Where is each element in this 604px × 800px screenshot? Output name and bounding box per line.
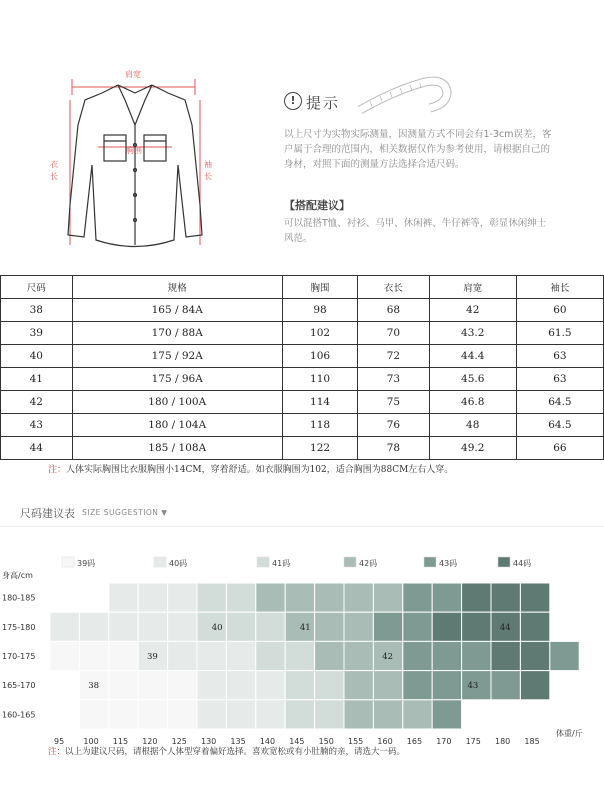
suggestion-title: 尺码建议表 — [20, 507, 75, 520]
cell: 78 — [358, 437, 430, 460]
sleeve-label-2: 长 — [204, 172, 212, 181]
grid-cell — [168, 583, 197, 612]
grid-cell — [109, 612, 138, 641]
cell: 175 / 92A — [72, 345, 282, 368]
grid-cell — [168, 612, 197, 641]
cell-label: 41 — [299, 622, 311, 633]
legend-swatch — [154, 557, 166, 567]
shirt-outline — [68, 85, 202, 247]
size-suggestion-grid — [0, 545, 604, 746]
height-labels — [2, 594, 35, 720]
weight-label: 155 — [348, 737, 364, 746]
cell: 46.8 — [429, 391, 516, 414]
cell: 42 — [1, 391, 73, 414]
cell: 44 — [1, 437, 73, 460]
grid-cell — [285, 641, 314, 670]
cell: 110 — [282, 368, 357, 391]
grid-cell — [197, 641, 226, 670]
legend-label: 41码 — [272, 559, 291, 568]
grid-cell — [432, 641, 461, 670]
table-row — [1, 299, 604, 322]
grid-cell — [315, 641, 344, 670]
grid-cell — [256, 700, 285, 729]
cell: 66 — [516, 437, 603, 460]
size-table-header — [1, 276, 604, 299]
grid-cell — [373, 700, 402, 729]
legend-label: 40码 — [169, 559, 188, 568]
cell: 64.5 — [516, 414, 603, 437]
grid-cell — [168, 700, 197, 729]
grid-cell — [109, 700, 138, 729]
header-shoulder: 肩宽 — [429, 276, 516, 299]
size-table-note — [48, 462, 453, 475]
cell: 175 / 96A — [72, 368, 282, 391]
cell: 49.2 — [429, 437, 516, 460]
grid-cell — [226, 583, 255, 612]
table-row — [1, 391, 604, 414]
legend-label: 43码 — [439, 559, 458, 568]
cell: 72 — [358, 345, 430, 368]
grid-cell — [197, 671, 226, 700]
shirt-measurement-diagram — [40, 55, 230, 265]
grid-cell — [403, 641, 432, 670]
cell: 44.4 — [429, 345, 516, 368]
cell: 48 — [429, 414, 516, 437]
cell: 60 — [516, 299, 603, 322]
cell: 114 — [282, 391, 357, 414]
length-label-1: 衣 — [50, 160, 58, 169]
cell-label: 38 — [88, 681, 100, 692]
grid-cell — [197, 700, 226, 729]
legend — [62, 557, 531, 568]
cell: 102 — [282, 322, 357, 345]
grid-cell — [344, 700, 373, 729]
cell-label: 44 — [499, 622, 511, 633]
grid-cell — [226, 612, 255, 641]
weight-label: 145 — [289, 737, 305, 746]
grid-cell — [168, 641, 197, 670]
grid-cell — [138, 700, 167, 729]
weight-label: 165 — [406, 737, 423, 746]
grid-cell — [432, 583, 461, 612]
grid-cell — [79, 700, 108, 729]
grid-cell — [344, 671, 373, 700]
grid-cell — [109, 583, 138, 612]
grid-cell — [315, 700, 344, 729]
weight-label: 160 — [377, 737, 393, 746]
grid-cell — [373, 671, 402, 700]
cell: 43.2 — [429, 322, 516, 345]
grid-cell — [403, 671, 432, 700]
shoulder-label: 肩宽 — [125, 70, 141, 79]
cell-label: 42 — [382, 652, 394, 662]
height-label: 175-180 — [2, 622, 36, 632]
legend-swatch — [344, 557, 356, 567]
grid-cell — [79, 612, 108, 641]
cell: 180 / 100A — [72, 391, 282, 414]
grid-cell — [285, 583, 314, 612]
grid-cell — [138, 671, 167, 700]
cell: 98 — [282, 299, 357, 322]
exclamation-icon: ! — [284, 92, 302, 110]
grid-cell — [168, 671, 197, 700]
cell: 68 — [358, 299, 430, 322]
table-row — [1, 322, 604, 345]
cell: 39 — [1, 322, 73, 345]
weight-label: 125 — [171, 737, 187, 746]
x-axis-title: 体重/斤 — [556, 729, 583, 738]
legend-label: 42码 — [359, 559, 378, 568]
cell: 106 — [282, 345, 357, 368]
grid-cell — [432, 671, 461, 700]
weight-label: 185 — [524, 737, 540, 746]
table-row — [1, 414, 604, 437]
note-text: 人体实际胸围比衣服胸围小14CM，穿着舒适。如衣服胸围为102，适合胸围为88CM左右人穿。 — [66, 465, 454, 475]
grid-cell — [520, 612, 549, 641]
note-prefix: 注： — [48, 747, 66, 757]
tips-title: 提示 — [306, 94, 341, 112]
grid-cell — [344, 641, 373, 670]
header-chest: 胸围 — [282, 276, 357, 299]
grid-cell — [256, 583, 285, 612]
suggestion-note — [48, 745, 405, 757]
cell: 122 — [282, 437, 357, 460]
cell: 76 — [358, 414, 430, 437]
grid-cell — [344, 583, 373, 612]
tips-body: 以上尺寸为实物实际测量，因测量方式不同会有1-3cm误差，客户属于合理的范围内，相关数据仅作为参考使用，请根据自己的身材，对照下面的测量方法选择合适尺码。 — [284, 129, 552, 170]
match-title: 【搭配建议】 — [284, 199, 350, 212]
cell: 63 — [516, 345, 603, 368]
legend-swatch — [498, 557, 510, 567]
cell: 43 — [1, 414, 73, 437]
cell: 180 / 104A — [72, 414, 282, 437]
divider — [0, 526, 604, 527]
grid-cell — [50, 612, 79, 641]
grid-cell — [373, 612, 402, 641]
length-label-2: 长 — [50, 172, 58, 181]
grid-cell — [256, 612, 285, 641]
header-spec: 规格 — [72, 276, 282, 299]
height-label: 165-170 — [2, 681, 36, 691]
suggestion-subtitle: SIZE SUGGESTION ▼ — [82, 508, 168, 517]
grid-cell — [226, 671, 255, 700]
grid-cell — [462, 583, 491, 612]
grid-cell — [432, 700, 461, 729]
grid-cell — [520, 641, 549, 670]
grid-cell — [256, 671, 285, 700]
grid-cell — [138, 583, 167, 612]
grid-cell — [403, 700, 432, 729]
grid-cell — [315, 612, 344, 641]
legend-label: 44码 — [513, 559, 532, 568]
weight-label: 100 — [83, 737, 99, 746]
grid-cell — [491, 641, 520, 670]
cell: 45.6 — [429, 368, 516, 391]
cell: 165 / 84A — [72, 299, 282, 322]
legend-swatch — [257, 557, 269, 567]
weight-label: 120 — [142, 737, 158, 746]
weight-label: 150 — [318, 737, 334, 746]
table-row — [1, 368, 604, 391]
grid-cell — [226, 700, 255, 729]
grid-cell — [285, 671, 314, 700]
cell: 75 — [358, 391, 430, 414]
grid-cell — [462, 612, 491, 641]
grid-cell — [226, 641, 255, 670]
header-length: 衣长 — [358, 276, 430, 299]
cell: 64.5 — [516, 391, 603, 414]
legend-label: 39码 — [77, 559, 96, 568]
grid-cell — [491, 583, 520, 612]
weight-label: 95 — [54, 737, 65, 746]
height-label: 180-185 — [2, 593, 36, 603]
cell: 73 — [358, 368, 430, 391]
weight-label: 115 — [112, 737, 129, 746]
sleeve-label-1: 袖 — [204, 160, 212, 169]
cell: 41 — [1, 368, 73, 391]
weight-label: 140 — [259, 737, 276, 746]
legend-swatch — [62, 557, 74, 567]
cell: 70 — [358, 322, 430, 345]
weight-label: 135 — [230, 737, 246, 746]
weight-label: 180 — [495, 737, 511, 746]
height-label: 170-175 — [2, 652, 36, 661]
grid-cell — [138, 612, 167, 641]
cell-label: 39 — [147, 652, 158, 662]
height-label: 160-165 — [2, 710, 36, 720]
header-sleeve: 袖长 — [516, 276, 603, 299]
size-table — [0, 275, 604, 460]
cell: 40 — [1, 345, 73, 368]
grid-cell — [520, 671, 549, 700]
grid-cell — [109, 641, 138, 670]
match-body: 可以混搭T恤、衬衫、马甲、休闲裤、牛仔裤等，彰显休闲绅士风范。 — [284, 218, 547, 244]
grid-cell — [285, 700, 314, 729]
tape-measure-icon — [355, 70, 455, 120]
grid-cell — [315, 583, 344, 612]
cell: 170 / 88A — [72, 322, 282, 345]
cell-label: 43 — [467, 681, 479, 692]
cell: 61.5 — [516, 322, 603, 345]
weight-label: 130 — [201, 737, 217, 746]
cell: 63 — [516, 368, 603, 391]
grid-cell — [109, 671, 138, 700]
grid-cell — [403, 583, 432, 612]
y-axis-title: 身高/cm — [2, 571, 33, 580]
grid-cell — [373, 583, 402, 612]
cell: 185 / 108A — [72, 437, 282, 460]
cell: 118 — [282, 414, 357, 437]
grid-cell — [79, 641, 108, 670]
cell: 38 — [1, 299, 73, 322]
grid-cell — [50, 641, 79, 670]
grid-cell — [462, 641, 491, 670]
grid-cell — [432, 612, 461, 641]
cell-label: 40 — [211, 622, 223, 633]
grid-cell — [315, 671, 344, 700]
table-row — [1, 345, 604, 368]
cell: 42 — [429, 299, 516, 322]
grid-cell — [344, 612, 373, 641]
grid-cell — [520, 583, 549, 612]
note-text: 以上为建议尺码，请根据个人体型穿着偏好选择。喜欢宽松或有小肚腩的亲，请选大一码。 — [65, 747, 406, 757]
weight-label: 175 — [465, 737, 481, 746]
table-row — [1, 437, 604, 460]
grid-cell — [197, 583, 226, 612]
grid-cell — [403, 612, 432, 641]
grid-cell — [550, 641, 579, 670]
note-prefix: 注： — [48, 465, 67, 475]
chest-label: 胸围 — [126, 146, 142, 155]
grid-cell — [491, 671, 520, 700]
legend-swatch — [424, 557, 436, 567]
header-size: 尺码 — [1, 276, 73, 299]
weight-label: 170 — [436, 737, 452, 746]
grid-cells — [50, 583, 579, 729]
grid-cell — [256, 641, 285, 670]
